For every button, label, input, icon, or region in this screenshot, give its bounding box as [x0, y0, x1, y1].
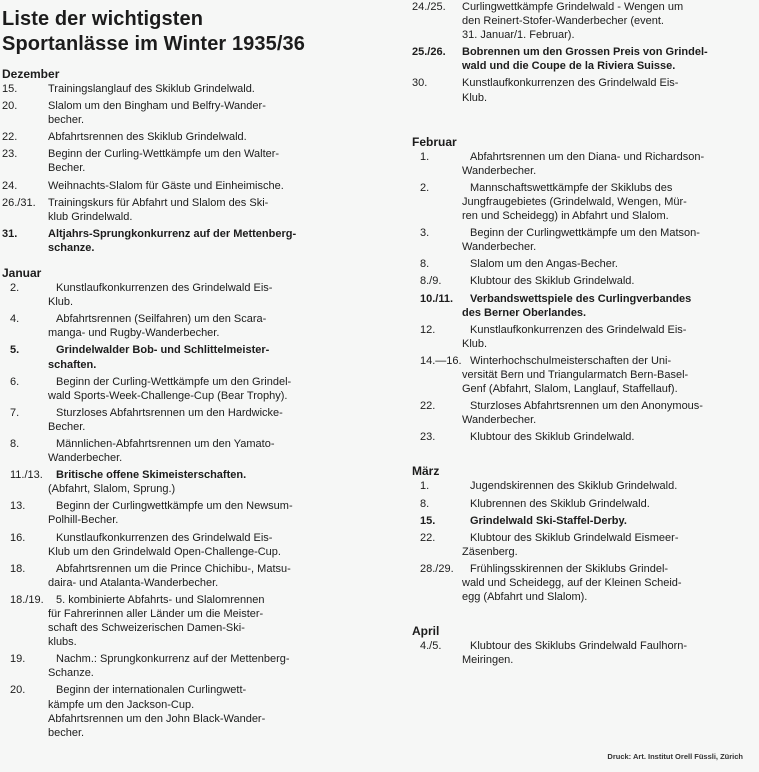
event-text: Klubtour des Skiklubs Grindelwald Faulhorn-	[470, 640, 688, 653]
event-date: 10./11.	[420, 292, 454, 305]
event-text: Beginn der Curlingwettkämpfe um den Newsum-	[56, 500, 293, 513]
event-date	[2, 210, 48, 224]
event-date	[2, 576, 48, 590]
event-date	[412, 209, 462, 223]
event-line	[2, 343, 324, 357]
event-date: 23.	[2, 148, 18, 161]
event-text: Beginn der internationalen Curlingwett-	[56, 684, 247, 697]
event-text: klub Grindelwald.	[48, 210, 133, 223]
event-entry	[412, 181, 746, 223]
event-line	[2, 389, 324, 403]
event-text: Slalom um den Angas-Becher.	[470, 258, 618, 271]
event-entry	[412, 150, 746, 178]
event-date: 24.	[2, 179, 18, 192]
event-text: Kunstlaufkonkurrenzen des Grindelwald Eis-	[470, 323, 687, 336]
event-text: Nachm.: Sprungkonkurrenz auf der Mettenberg-	[56, 653, 290, 666]
event-line	[412, 76, 746, 90]
event-text: Klubtour des Skiklub Grindelwald.	[470, 275, 635, 288]
event-text: 5. kombinierte Abfahrts- und Slalomrennen	[56, 593, 265, 606]
event-line	[412, 639, 746, 653]
event-entry	[2, 82, 324, 96]
maerz-list	[412, 479, 746, 604]
event-text: Beginn der Curling-Wettkämpfe um den Walter-	[48, 148, 280, 161]
event-text: Klub um den Grindelwald Open-Challenge-Cup.	[48, 545, 281, 558]
event-text: Polhill-Becher.	[48, 514, 119, 527]
section-heading-maerz: März	[412, 464, 440, 479]
event-entry	[2, 593, 324, 649]
event-date	[412, 28, 462, 42]
event-text: versität Bern und Triangularmatch Bern-Basel-	[462, 368, 689, 381]
event-entry	[2, 499, 324, 527]
event-text: Kunstlaufkonkurrenzen des Grindelwald Eis-	[56, 282, 273, 295]
event-line	[2, 726, 324, 740]
event-text: becher.	[48, 726, 85, 739]
event-date: 8.	[420, 497, 430, 510]
event-line	[412, 195, 746, 209]
event-text: Klub.	[462, 337, 488, 350]
event-date: 22.	[2, 131, 18, 144]
event-date	[412, 545, 462, 559]
event-line	[2, 358, 324, 372]
event-line	[412, 292, 746, 306]
event-line	[412, 368, 746, 382]
event-date	[412, 240, 462, 254]
event-date: 24./25.	[412, 1, 446, 13]
event-date	[2, 545, 48, 559]
event-date: 4./5.	[420, 640, 442, 653]
event-text: kämpfe um den Jackson-Cup.	[48, 698, 195, 711]
event-line	[412, 514, 746, 528]
event-date: 23.	[420, 431, 436, 444]
event-text: Abfahrtsrennen (Seilfahren) um den Scara-	[56, 313, 267, 326]
event-entry	[412, 639, 746, 667]
event-line	[2, 179, 324, 193]
event-text: wald und die Coupe de la Riviera Suisse.	[462, 60, 676, 73]
event-date	[412, 413, 462, 427]
event-line	[2, 196, 324, 210]
event-date	[412, 59, 462, 73]
event-line	[2, 576, 324, 590]
event-date: 20.	[10, 684, 26, 697]
event-entry	[2, 562, 324, 590]
event-date	[2, 712, 48, 726]
event-date	[412, 91, 462, 105]
event-date: 25./26.	[412, 46, 446, 59]
event-text: Frühlingsskirennen der Skiklubs Grindel-	[470, 562, 669, 575]
event-date	[2, 420, 48, 434]
event-date: 8.	[420, 258, 430, 271]
event-date: 26./31.	[2, 196, 36, 209]
event-date	[412, 164, 462, 178]
event-entry	[2, 179, 324, 193]
event-date: 12.	[420, 323, 436, 336]
right-column	[412, 0, 746, 670]
event-date	[412, 337, 462, 351]
event-text: Britische offene Skimeisterschaften.	[56, 469, 247, 482]
event-date: 15.	[2, 83, 18, 95]
event-line	[412, 323, 746, 337]
event-entry	[412, 562, 746, 604]
event-text: Beginn der Curling-Wettkämpfe um den Grindel-	[56, 375, 292, 388]
event-date: 5.	[10, 344, 20, 357]
event-date: 28./29.	[420, 562, 454, 575]
event-date	[412, 306, 462, 320]
event-text: Grindelwalder Bob- und Schlittelmeister-	[56, 344, 270, 357]
event-line	[412, 257, 746, 271]
section-heading-februar: Februar	[412, 134, 457, 149]
event-line	[2, 683, 324, 697]
event-line	[2, 499, 324, 513]
event-text: Genf (Abfahrt, Slalom, Langlauf, Staffellauf).	[462, 383, 678, 396]
event-line	[2, 562, 324, 576]
event-date: 2.	[10, 282, 20, 295]
event-line	[412, 14, 746, 28]
event-text: Klub.	[48, 296, 74, 309]
event-line	[412, 226, 746, 240]
event-date	[2, 241, 48, 255]
event-entry	[412, 226, 746, 254]
event-date: 13.	[10, 500, 26, 513]
event-line	[2, 82, 324, 96]
event-text: Kunstlaufkonkurrenzen des Grindelwald Eis-	[56, 531, 273, 544]
event-date: 2.	[420, 181, 430, 194]
event-line	[412, 562, 746, 576]
event-date	[2, 607, 48, 621]
event-line	[2, 99, 324, 113]
event-text: schaften.	[48, 358, 97, 371]
event-date	[412, 14, 462, 28]
event-text: klubs.	[48, 636, 77, 649]
event-text: Becher.	[48, 420, 86, 433]
event-line	[2, 295, 324, 309]
event-date	[2, 389, 48, 403]
event-entry	[412, 257, 746, 271]
event-date: 4.	[10, 313, 20, 326]
event-line	[412, 413, 746, 427]
event-line	[2, 451, 324, 465]
event-line	[2, 712, 324, 726]
event-entry	[412, 399, 746, 427]
event-date	[2, 113, 48, 127]
event-text: Abfahrtsrennen des Skiklub Grindelwald.	[48, 131, 247, 144]
event-date	[2, 358, 48, 372]
event-text: Wanderbecher.	[48, 452, 123, 465]
event-date: 15.	[420, 514, 436, 527]
event-date: 20.	[2, 100, 18, 113]
event-text: daira- und Atalanta-Wanderbecher.	[48, 576, 219, 589]
event-entry	[2, 406, 324, 434]
event-line	[412, 164, 746, 178]
event-text: Schanze.	[48, 667, 94, 680]
event-line	[2, 652, 324, 666]
event-line	[2, 326, 324, 340]
event-date: 6.	[10, 375, 20, 388]
event-text: Bobrennen um den Grossen Preis von Grindel-	[462, 46, 708, 59]
event-text: schaft des Schweizerischen Damen-Ski-	[48, 622, 245, 635]
event-line	[412, 45, 746, 59]
event-line	[412, 150, 746, 164]
section-heading-januar: Januar	[2, 266, 42, 281]
event-text: Klub.	[462, 91, 488, 104]
event-text: Abfahrtsrennen um die Prince Chichibu-, Matsu-	[56, 562, 291, 575]
event-entry	[2, 281, 324, 309]
title-line-2: Sportanlässe im Winter 1935/36	[2, 33, 305, 55]
event-line	[2, 635, 324, 649]
event-text: wald und Scheidegg, auf der Kleinen Scheid-	[462, 577, 682, 589]
event-line	[412, 306, 746, 320]
title-line-1: Liste der wichtigsten	[2, 8, 204, 30]
event-text: Mannschaftswettkämpfe der Skiklubs des	[470, 181, 673, 194]
event-text: 31. Januar/1. Februar).	[462, 29, 575, 42]
event-date	[412, 382, 462, 396]
event-date	[2, 295, 48, 309]
event-text: Klubrennen des Skiklub Grindelwald.	[470, 497, 650, 510]
event-date: 8./9.	[420, 275, 442, 288]
event-entry	[412, 292, 746, 320]
event-line	[2, 531, 324, 545]
event-line	[2, 545, 324, 559]
event-date: 18./19.	[10, 593, 44, 606]
event-date	[412, 653, 462, 667]
event-text: den Reinert-Stofer-Wanderbecher (event.	[462, 15, 664, 28]
event-entry	[412, 45, 746, 73]
event-text: Altjahrs-Sprungkonkurrenz auf der Mettenberg-	[48, 227, 297, 240]
event-date: 22.	[420, 531, 436, 544]
event-text: becher.	[48, 114, 85, 127]
event-text: Meiringen.	[462, 654, 514, 667]
event-line	[412, 91, 746, 105]
event-entry	[412, 0, 746, 42]
event-line	[412, 28, 746, 42]
event-line	[2, 161, 324, 175]
event-date: 1.	[420, 480, 430, 493]
event-text: Zäsenberg.	[462, 545, 518, 558]
event-line	[2, 147, 324, 161]
event-text: Kunstlaufkonkurrenzen des Grindelwald Eis-	[462, 77, 679, 90]
april-list	[412, 639, 746, 667]
event-text: Grindelwald Ski-Staffel-Derby.	[470, 514, 627, 527]
event-line	[2, 482, 324, 496]
event-text: egg (Abfahrt und Slalom).	[462, 591, 588, 604]
event-line	[412, 337, 746, 351]
event-entry	[2, 437, 324, 465]
event-date: 30.	[412, 77, 428, 90]
event-date	[412, 576, 462, 590]
event-date	[412, 195, 462, 209]
event-entry	[2, 531, 324, 559]
januar-list	[2, 281, 324, 740]
event-line	[2, 281, 324, 295]
section-heading-april: April	[412, 624, 440, 639]
event-line	[2, 607, 324, 621]
event-text: schanze.	[48, 241, 95, 254]
event-date	[2, 513, 48, 527]
event-text: manga- und Rugby-Wanderbecher.	[48, 327, 220, 340]
event-entry	[2, 99, 324, 127]
event-line	[2, 468, 324, 482]
event-date	[2, 451, 48, 465]
dezember-list	[2, 82, 324, 255]
event-line	[2, 593, 324, 607]
event-text: Abfahrtsrennen um den Diana- und Richardson-	[470, 150, 705, 163]
event-text: Sturzloses Abfahrtsrennen um den Anonymous-	[470, 400, 703, 413]
event-line	[412, 576, 746, 590]
event-text: Klubtour des Skiklub Grindelwald.	[470, 431, 635, 444]
event-date	[2, 621, 48, 635]
event-date: 1.	[420, 150, 430, 163]
event-date: 22.	[420, 400, 436, 413]
event-line	[412, 59, 746, 73]
event-line	[412, 497, 746, 511]
event-entry	[2, 652, 324, 680]
event-text: Beginn der Curlingwettkämpfe um den Matson-	[470, 227, 700, 240]
left-column	[2, 0, 324, 743]
event-line	[2, 312, 324, 326]
event-line	[2, 698, 324, 712]
event-date: 3.	[420, 227, 430, 240]
event-text: Trainingslanglauf des Skiklub Grindelwald.	[48, 83, 255, 95]
event-line	[412, 590, 746, 604]
event-entry	[2, 227, 324, 255]
event-date	[412, 368, 462, 382]
event-date: 16.	[10, 531, 26, 544]
event-line	[412, 181, 746, 195]
event-entry	[2, 130, 324, 144]
februar-list	[412, 150, 746, 445]
event-line	[412, 209, 746, 223]
event-text: Becher.	[48, 162, 86, 175]
event-entry	[412, 430, 746, 444]
event-line	[2, 666, 324, 680]
event-text: Winterhochschulmeisterschaften der Uni-	[470, 354, 672, 367]
event-line	[2, 210, 324, 224]
page-title	[2, 7, 324, 57]
event-entry	[2, 312, 324, 340]
event-text: wald Sports-Week-Challenge-Cup (Bear Trophy).	[48, 389, 288, 402]
event-line	[2, 130, 324, 144]
event-text: Slalom um den Bingham und Belfry-Wander-	[48, 100, 266, 113]
event-entry	[2, 683, 324, 739]
event-line	[2, 113, 324, 127]
event-entry	[412, 531, 746, 559]
event-date	[412, 590, 462, 604]
event-line	[412, 0, 746, 14]
event-text: Curlingwettkämpfe Grindelwald - Wengen um	[462, 1, 684, 13]
event-line	[412, 653, 746, 667]
event-text: Wanderbecher.	[462, 414, 537, 427]
event-line	[412, 399, 746, 413]
event-text: ren und Scheidegg) in Abfahrt und Slalom.	[462, 210, 669, 223]
event-date: 31.	[2, 227, 18, 240]
event-text: Wanderbecher.	[462, 164, 537, 177]
event-text: Abfahrtsrennen um den John Black-Wander-	[48, 712, 266, 725]
event-entry	[2, 468, 324, 496]
event-text: Sturzloses Abfahrtsrennen um den Hardwicke-	[56, 406, 283, 419]
event-line	[2, 420, 324, 434]
event-line	[2, 227, 324, 241]
event-entry	[412, 497, 746, 511]
event-date: 19.	[10, 653, 26, 666]
event-date: 8.	[10, 437, 20, 450]
event-entry	[2, 147, 324, 175]
event-entry	[412, 76, 746, 104]
event-line	[412, 545, 746, 559]
event-line	[412, 479, 746, 493]
event-text: (Abfahrt, Slalom, Sprung.)	[48, 483, 176, 496]
event-entry	[2, 196, 324, 224]
event-text: Wanderbecher.	[462, 241, 537, 254]
event-line	[412, 240, 746, 254]
event-line	[2, 621, 324, 635]
event-date	[2, 326, 48, 340]
event-line	[2, 375, 324, 389]
event-entry	[412, 274, 746, 288]
event-entry	[2, 375, 324, 403]
event-text: Jungfraugebietes (Grindelwald, Wengen, Mür-	[462, 195, 687, 208]
event-entry	[412, 479, 746, 493]
event-date	[2, 666, 48, 680]
event-text: Verbandswettspiele des Curlingverbandes	[470, 292, 692, 305]
event-text: Jugendskirennen des Skiklub Grindelwald.	[470, 480, 678, 493]
event-date: 18.	[10, 562, 26, 575]
event-line	[2, 406, 324, 420]
event-text: für Fahrerinnen aller Länder um die Meister-	[48, 608, 264, 620]
event-text: des Berner Oberlandes.	[462, 306, 587, 319]
event-line	[412, 354, 746, 368]
event-entry	[412, 323, 746, 351]
event-line	[412, 430, 746, 444]
event-line	[412, 382, 746, 396]
event-text: Männlichen-Abfahrtsrennen um den Yamato-	[56, 437, 275, 450]
section-heading-dezember: Dezember	[2, 67, 60, 81]
event-date	[2, 161, 48, 175]
event-line	[2, 241, 324, 255]
januar-end-list	[412, 0, 746, 105]
printer-credit: Druck: Art. Institut Orell Füssli, Zürich	[607, 752, 743, 761]
event-line	[412, 531, 746, 545]
event-text: Weihnachts-Slalom für Gäste und Einheimische.	[48, 179, 284, 192]
event-line	[2, 513, 324, 527]
event-text: Klubtour des Skiklub Grindelwald Eismeer-	[470, 531, 679, 544]
event-date	[2, 726, 48, 740]
event-date: 14.—16.	[420, 354, 462, 367]
event-date	[2, 482, 48, 496]
event-date	[2, 698, 48, 712]
event-entry	[412, 354, 746, 396]
event-date: 7.	[10, 406, 20, 419]
event-text: Trainingskurs für Abfahrt und Slalom des Ski-	[48, 196, 269, 209]
event-line	[412, 274, 746, 288]
event-line	[2, 437, 324, 451]
event-entry	[412, 514, 746, 528]
event-date: 11./13.	[10, 469, 43, 482]
event-date	[2, 635, 48, 649]
event-entry	[2, 343, 324, 371]
